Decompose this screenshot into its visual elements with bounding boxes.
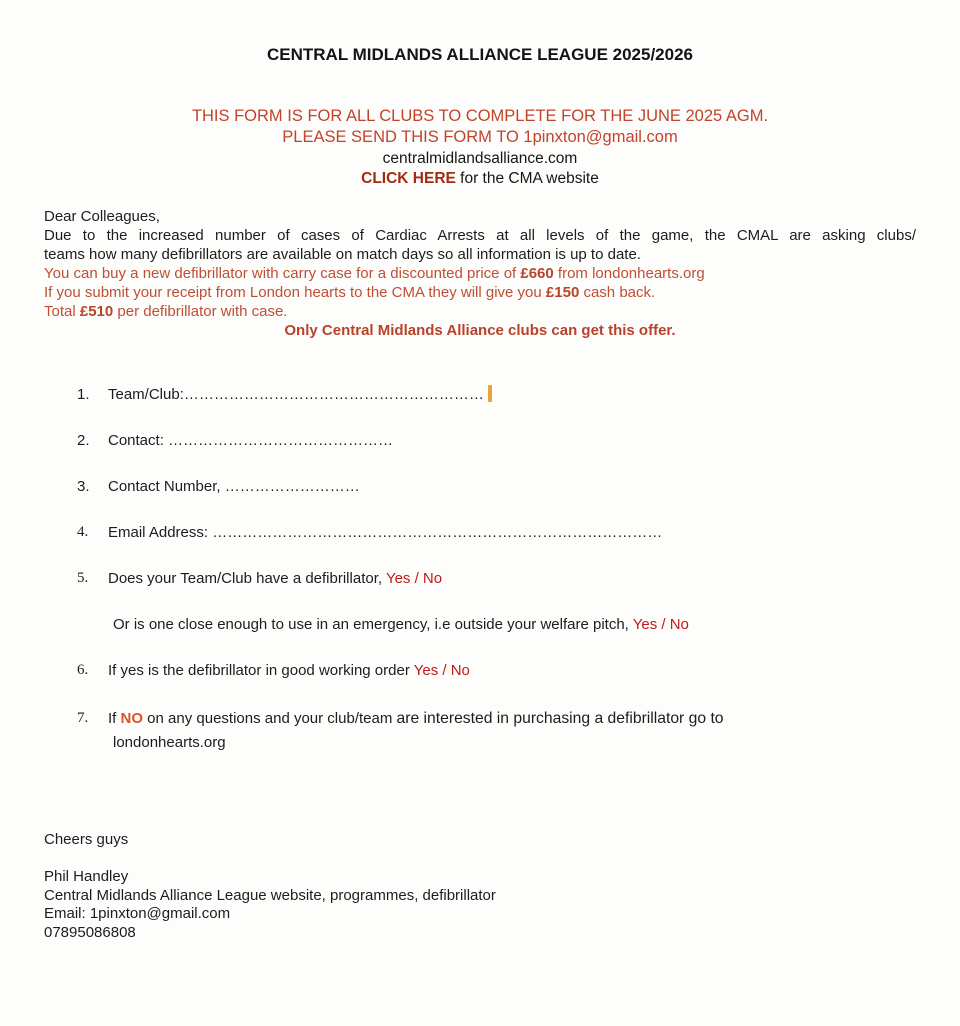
question-text bbox=[108, 709, 916, 728]
signature-name: Phil Handley bbox=[44, 868, 129, 886]
question-7-continuation bbox=[0, 733, 916, 752]
text-segment: £660 bbox=[520, 265, 554, 282]
question-text bbox=[108, 431, 916, 450]
text-segment: Total bbox=[44, 303, 80, 320]
text-segment: If you submit your receipt from London hearts to the CMA they will give you bbox=[44, 284, 546, 301]
text-segment: Due to the increased number of cases of Cardiac Arrests at all levels of the game, the CMAL are asking clubs/ bbox=[44, 227, 916, 244]
text-segment: Only Central Midlands Alliance clubs can get this offer. bbox=[284, 322, 676, 339]
question-number bbox=[77, 733, 108, 752]
team-club-answer-line[interactable]: …………………………………………………… bbox=[183, 386, 484, 403]
question-5-sub-emergency bbox=[0, 615, 916, 634]
text-segment: Email Address: bbox=[108, 524, 213, 541]
offer-line-2 bbox=[44, 283, 916, 302]
offer-restriction bbox=[44, 321, 916, 340]
question-text bbox=[108, 477, 916, 496]
question-4-email bbox=[0, 523, 916, 542]
question-number: 5. bbox=[77, 570, 89, 586]
offer-line-1 bbox=[44, 264, 916, 283]
body-line-2 bbox=[44, 245, 916, 264]
signature-email: Email: 1pinxton@gmail.com bbox=[44, 905, 231, 923]
signature-block bbox=[44, 831, 916, 943]
text-segment: Team/Club: bbox=[108, 386, 184, 403]
question-number: 7. bbox=[77, 710, 89, 726]
contact-answer-line[interactable]: ……………………………………… bbox=[168, 432, 394, 449]
question-7-purchase bbox=[0, 709, 916, 728]
cma-website-line bbox=[0, 170, 960, 188]
offer-line-3 bbox=[44, 302, 916, 321]
question-text bbox=[108, 733, 916, 752]
question-5-yes-no: Yes / No bbox=[385, 570, 443, 587]
no-emphasis: NO bbox=[120, 710, 144, 727]
question-5-defibrillator bbox=[0, 569, 916, 588]
question-2-contact bbox=[0, 431, 916, 450]
text-segment: are interested in purchasing a defibrillator go to bbox=[396, 710, 724, 727]
click-here-suffix: for the CMA website bbox=[455, 170, 599, 187]
text-segment: £150 bbox=[545, 284, 580, 301]
signature-role: Central Midlands Alliance League website, programmes, defibrillator bbox=[44, 886, 496, 904]
question-number: 4. bbox=[77, 524, 89, 540]
text-segment: You can buy a new defibrillator with carry case for a discounted price of bbox=[44, 265, 521, 282]
text-segment: If bbox=[108, 710, 121, 727]
text-segment: per defibrillator with case. bbox=[113, 303, 288, 320]
question-number bbox=[77, 615, 108, 634]
text-segment: Dear Colleagues, bbox=[44, 208, 160, 225]
question-number: 1. bbox=[77, 386, 90, 403]
question-3-contact-number bbox=[0, 477, 916, 496]
text-segment: Contact Number, bbox=[108, 478, 225, 495]
agm-notice-line-1: THIS FORM IS FOR ALL CLUBS TO COMPLETE FOR THE JUNE 2025 AGM. bbox=[191, 107, 769, 125]
question-5b-yes-no: Yes / No bbox=[632, 616, 689, 633]
text-segment: londonhearts.org bbox=[113, 734, 226, 751]
document-title: CENTRAL MIDLANDS ALLIANCE LEAGUE 2025/2026 bbox=[266, 45, 694, 64]
text-segment: Or is one close enough to use in an emergency, i.e outside your welfare pitch, bbox=[113, 616, 633, 633]
contact-number-answer-line[interactable]: ……………………… bbox=[224, 478, 360, 495]
spacer bbox=[44, 850, 916, 869]
text-segment: teams how many defibrillators are available on match days so all information is up to date. bbox=[44, 246, 641, 263]
question-1-team-club bbox=[0, 385, 916, 404]
sign-off: Cheers guys bbox=[44, 831, 129, 848]
question-text bbox=[108, 661, 916, 680]
text-segment: from londonhearts.org bbox=[553, 265, 705, 282]
text-segment: on any questions and your club/team bbox=[143, 710, 397, 727]
intro-paragraph bbox=[44, 207, 916, 340]
question-text bbox=[108, 385, 916, 404]
click-here-link[interactable]: CLICK HERE bbox=[361, 170, 456, 187]
text-segment: Contact: bbox=[108, 432, 169, 449]
question-text bbox=[108, 523, 916, 542]
signature-phone: 07895086808 bbox=[44, 923, 136, 941]
question-6-yes-no: Yes / No bbox=[413, 662, 470, 679]
question-text bbox=[108, 569, 916, 588]
text-segment: If yes is the defibrillator in good working order bbox=[108, 662, 414, 679]
text-segment: £510 bbox=[79, 303, 114, 320]
question-number: 6. bbox=[77, 662, 89, 678]
salutation bbox=[44, 207, 916, 226]
text-segment: Does your Team/Club have a defibrillator, bbox=[108, 570, 386, 587]
body-line-1 bbox=[44, 226, 916, 245]
agm-notice-line-2: PLEASE SEND THIS FORM TO 1pinxton@gmail.com bbox=[282, 128, 678, 146]
email-answer-line[interactable]: ……………………………………………………………………………… bbox=[212, 524, 663, 541]
question-list bbox=[0, 385, 916, 752]
question-text bbox=[108, 615, 916, 634]
question-6-working-order bbox=[0, 661, 916, 680]
question-number: 2. bbox=[77, 432, 90, 449]
question-number: 3. bbox=[77, 478, 90, 495]
text-cursor bbox=[488, 385, 492, 402]
text-segment: cash back. bbox=[579, 284, 656, 301]
website-address: centralmidlandsalliance.com bbox=[382, 150, 578, 167]
